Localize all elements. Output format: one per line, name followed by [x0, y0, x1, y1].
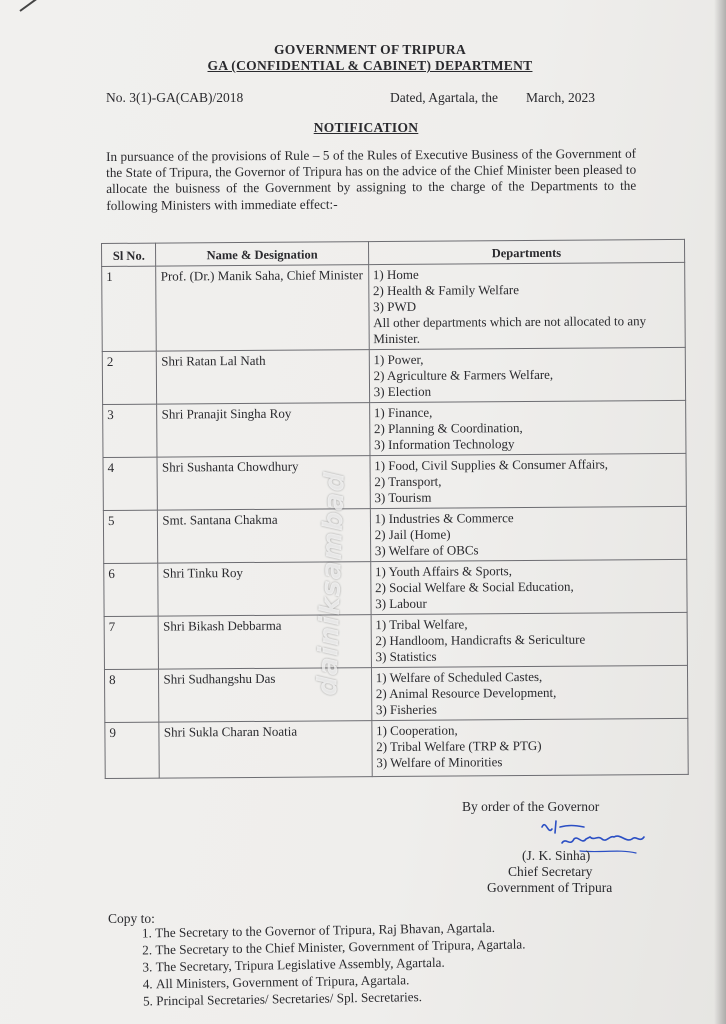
- row-departments: [368, 262, 685, 349]
- department-item: 2) Tribal Welfare (TRP & PTG): [376, 737, 542, 755]
- row-minister-name: Shri Sudhangshu Das: [159, 668, 372, 722]
- department-item: 1) Tribal Welfare,: [375, 616, 468, 633]
- department-item: 2) Transport,: [374, 473, 442, 490]
- header-sl-no: Sl No.: [102, 243, 157, 266]
- table-row: [104, 665, 687, 722]
- department-item: 2) Agriculture & Farmers Welfare,: [373, 366, 554, 384]
- department-item: 3) PWD: [373, 298, 417, 315]
- row-minister-name: Shri Tinku Roy: [158, 562, 371, 616]
- row-departments: [370, 559, 687, 614]
- government-heading: GOVERNMENT OF TRIPURA: [273, 42, 467, 57]
- row-minister-name: Shri Sukla Charan Noatia: [159, 721, 372, 778]
- department-item: 3) Labour: [375, 595, 427, 612]
- department-item: 2) Planning & Coordination,: [373, 420, 523, 437]
- department-item: 3) Information Technology: [374, 436, 515, 453]
- copy-to-item: 1. The Secretary to the Governor of Tripura, Raj Bhavan, Agartala.: [155, 916, 675, 941]
- header-departments: Departments: [368, 239, 684, 264]
- row-sl-no: 8: [104, 669, 159, 722]
- by-order-text: By order of the Governor: [462, 799, 600, 814]
- department-item: 2) Animal Resource Development,: [375, 684, 557, 702]
- allocation-table-body: [102, 262, 689, 778]
- row-sl-no: 6: [104, 563, 159, 616]
- row-minister-name: Smt. Santana Chakma: [158, 509, 371, 563]
- table-row: [103, 400, 686, 457]
- row-sl-no: 5: [103, 510, 158, 563]
- row-departments: [370, 453, 687, 508]
- department-item: 1) Food, Civil Supplies & Consumer Affairs,: [374, 456, 609, 474]
- copy-to-item: 3. The Secretary, Tripura Legislative Assembly, Agartala.: [156, 950, 676, 975]
- signatory-organization: Government of Tripura: [487, 880, 613, 895]
- department-item: 1) Power,: [373, 351, 424, 368]
- department-item: 3) Tourism: [374, 489, 432, 506]
- row-departments: [369, 400, 686, 455]
- department-item: 1) Youth Affairs & Sports,: [374, 563, 513, 580]
- watermark-text: dainiksambad: [312, 470, 351, 697]
- header-name-designation: Name & Designation: [156, 242, 368, 266]
- date-line: Dated, Agartala, the March, 2023: [390, 90, 595, 105]
- department-item: 2) Handloom, Handicrafts & Sericulture: [375, 631, 586, 649]
- department-item: 1) Welfare of Scheduled Castes,: [375, 668, 543, 686]
- department-heading: GA (CONFIDENTIAL & CABINET) DEPARTMENT: [207, 58, 533, 73]
- signatory-designation: Chief Secretary: [508, 864, 593, 879]
- copy-to-label: Copy to:: [108, 911, 155, 926]
- copy-to-item: 5. Principal Secretaries/ Secretaries/ Spl. Secretaries.: [156, 984, 676, 1009]
- department-item: 3) Election: [373, 383, 432, 400]
- department-item: 2) Health & Family Welfare: [372, 282, 520, 299]
- row-minister-name: Shri Ratan Lal Nath: [157, 350, 370, 404]
- allocation-table: [101, 239, 689, 779]
- table-row: [104, 559, 687, 616]
- row-minister-name: Shri Pranajit Singha Roy: [157, 403, 370, 457]
- row-minister-name: Prof. (Dr.) Manik Saha, Chief Minister: [156, 265, 369, 351]
- row-sl-no: 3: [103, 404, 158, 457]
- row-departments: [371, 718, 688, 776]
- table-row: [102, 347, 685, 404]
- table-row: [103, 453, 686, 510]
- table-row: [103, 506, 686, 563]
- row-sl-no: 4: [103, 457, 158, 510]
- row-departments: [371, 612, 688, 667]
- department-item: 3) Fisheries: [375, 701, 438, 718]
- department-item: 1) Home: [372, 266, 419, 283]
- department-item: 1) Finance,: [373, 404, 433, 421]
- department-item: 2) Social Welfare & Social Education,: [375, 578, 574, 596]
- reference-number: No. 3(1)-GA(CAB)/2018: [106, 90, 244, 105]
- department-item: 3) Welfare of Minorities: [376, 754, 503, 771]
- table-row: [105, 718, 688, 778]
- row-sl-no: 9: [105, 722, 160, 778]
- department-item: All other departments which are not allocated to any Minister.: [373, 313, 647, 347]
- row-departments: [370, 506, 687, 561]
- row-sl-no: 7: [104, 616, 159, 669]
- department-item: 1) Cooperation,: [376, 722, 458, 739]
- copy-to-item: 4. All Ministers, Government of Tripura, Agartala.: [156, 967, 676, 992]
- notification-title: NOTIFICATION: [313, 120, 419, 135]
- department-item: 2) Jail (Home): [374, 526, 451, 543]
- row-departments: [369, 347, 686, 402]
- department-item: 1) Industries & Commerce: [374, 510, 514, 527]
- department-item: 3) Welfare of OBCs: [374, 542, 479, 559]
- table-row: [102, 262, 686, 351]
- department-item: 3) Statistics: [375, 648, 437, 665]
- signatory-name: (J. K. Sinha): [522, 848, 591, 863]
- copy-to-list: [108, 916, 676, 1010]
- copy-to-item: 2. The Secretary to the Chief Minister, Government of Tripura, Agartala.: [155, 933, 675, 958]
- table-row: [104, 612, 687, 669]
- notification-body: In pursuance of the provisions of Rule – 5 of the Rules of Executive Business of the Government of the State of Tripura, the Governor of Tripura has on the advice of the Chief Minister been pleased to allocate the buisness of the Government by assigning to the charge of the Departments to the following Ministers with immediate effect:-: [106, 145, 637, 213]
- row-departments: [371, 665, 688, 720]
- row-sl-no: 1: [102, 266, 157, 351]
- pen-mark: [19, 0, 44, 12]
- row-sl-no: 2: [102, 351, 157, 404]
- row-minister-name: Shri Bikash Debbarma: [159, 615, 372, 669]
- row-minister-name: Shri Sushanta Chowdhury: [157, 456, 370, 510]
